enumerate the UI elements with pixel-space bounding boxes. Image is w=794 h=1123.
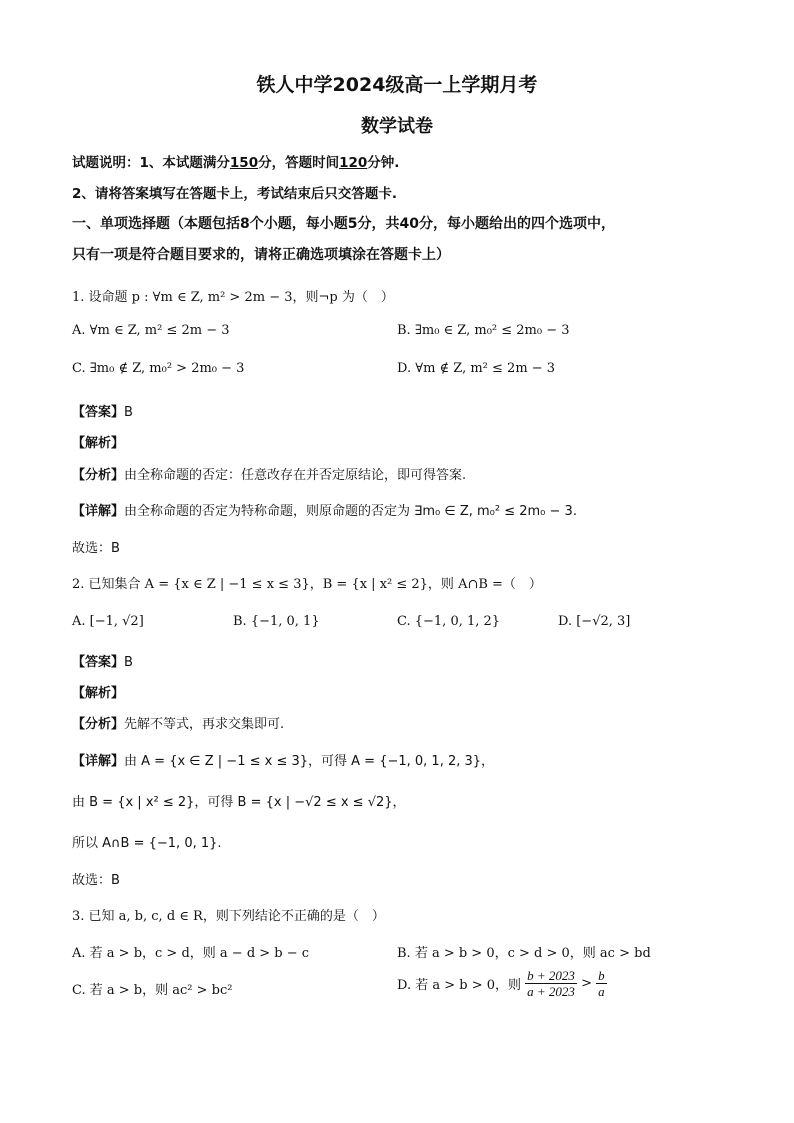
exam-time: 120 (339, 155, 368, 171)
analysis-label: 【解析】 (72, 436, 125, 451)
q1-answer (72, 401, 133, 420)
q1-fenxi-text: 由全称命题的否定：任意改存在并否定原结论，即可得答案. (124, 468, 467, 483)
q3-option-b: B. 若 a > b > 0，c > d > 0，则 ac > bd (397, 946, 651, 961)
q2-step2: 由 B = {x | x² ≤ 2}，可得 B = {x | −√2 ≤ x ≤ √2}， (72, 795, 406, 810)
q2-option-a: A. [−1, √2] (72, 614, 144, 629)
q3-fraction-2 (596, 968, 607, 999)
instructions-prefix: 试题说明：1、本试题满分 (72, 155, 230, 171)
full-score: 150 (229, 155, 259, 171)
q1-answer-value: B (124, 405, 133, 420)
page-subtitle: 数学试卷 (361, 116, 433, 137)
instructions-mid: 分，答题时间 (258, 155, 340, 171)
q2-option-b: B. {−1, 0, 1} (233, 614, 320, 629)
q2-xiangjie (72, 750, 494, 769)
instructions-line2: 2、请将答案填写在答题卡上，考试结束后只交答题卡. (72, 186, 398, 202)
q2-option-c: C. {−1, 0, 1, 2} (397, 614, 501, 629)
q2-conclusion: 故选：B (72, 873, 120, 888)
q1-option-b: B. ∃m₀ ∈ Z, m₀² ≤ 2m₀ − 3 (397, 323, 570, 338)
q1-xiangjie-text: 由全称命题的否定为特称命题，则原命题的否定为 ∃m₀ ∈ Z, m₀² ≤ 2m₀ − 3. (124, 504, 577, 519)
q2-fenxi (72, 713, 284, 732)
q2-step3: 所以 A∩B = {−1, 0, 1}. (72, 836, 222, 851)
page-title: 铁人中学2024级高一上学期月考 (256, 74, 538, 96)
q2-option-d: D. [−√2, 3] (558, 614, 631, 629)
q3-option-c: C. 若 a > b，则 ac² > bc² (72, 983, 233, 998)
q2-fenxi-text: 先解不等式，再求交集即可. (124, 717, 285, 732)
instructions-line1 (72, 151, 399, 171)
q3-option-d (397, 968, 607, 999)
q1-option-c: C. ∃m₀ ∉ Z, m₀² > 2m₀ − 3 (72, 361, 245, 376)
q2-answer (72, 651, 133, 670)
xiangjie-label: 【详解】 (72, 504, 125, 519)
q3-option-a: A. 若 a > b，c > d，则 a − d > b − c (72, 946, 310, 961)
fraction-1-numerator: b + 2023 (527, 968, 575, 983)
fraction-2-denominator: a (598, 984, 605, 999)
q1-option-a: A. ∀m ∈ Z, m² ≤ 2m − 3 (72, 323, 230, 338)
q2-xiangjie-text: 由 A = {x ∈ Z | −1 ≤ x ≤ 3}，可得 A = {−1, 0, 1, 2, 3}， (124, 754, 495, 769)
q3-option-d-prefix: D. 若 a > b > 0，则 (397, 978, 522, 993)
q1-analysis-label (72, 432, 124, 451)
xiangjie-label: 【详解】 (72, 754, 125, 769)
q2-analysis-label (72, 682, 124, 701)
q1-stem: 1. 设命题 p : ∀m ∈ Z, m² > 2m − 3，则¬p 为（ ） (72, 290, 394, 305)
q1-xiangjie (72, 500, 577, 519)
q1-fenxi (72, 464, 466, 483)
fraction-1-denominator: a + 2023 (527, 984, 575, 999)
q2-stem: 2. 已知集合 A = {x ∈ Z | −1 ≤ x ≤ 3}，B = {x | x² ≤ 2}，则 A∩B =（ ） (72, 577, 542, 592)
greater-than-sign: > (581, 976, 592, 991)
fraction-2-numerator: b (598, 968, 605, 983)
answer-label: 【答案】 (72, 405, 125, 420)
section-heading-cont: 只有一项是符合题目要求的，请将正确选项填涂在答题卡上） (72, 247, 450, 263)
q3-stem: 3. 已知 a, b, c, d ∈ R，则下列结论不正确的是（ ） (72, 909, 385, 924)
section-heading: 一、单项选择题（本题包括8个小题，每小题5分，共40分，每小题给出的四个选项中， (72, 216, 615, 232)
q1-conclusion: 故选：B (72, 541, 120, 556)
answer-label: 【答案】 (72, 655, 125, 670)
q2-answer-value: B (124, 655, 133, 670)
fenxi-label: 【分析】 (72, 717, 125, 732)
instructions-suffix: 分钟. (367, 155, 400, 171)
q3-fraction-1 (525, 968, 577, 999)
analysis-label: 【解析】 (72, 686, 125, 701)
q1-option-d: D. ∀m ∉ Z, m² ≤ 2m − 3 (397, 361, 556, 376)
fenxi-label: 【分析】 (72, 468, 125, 483)
